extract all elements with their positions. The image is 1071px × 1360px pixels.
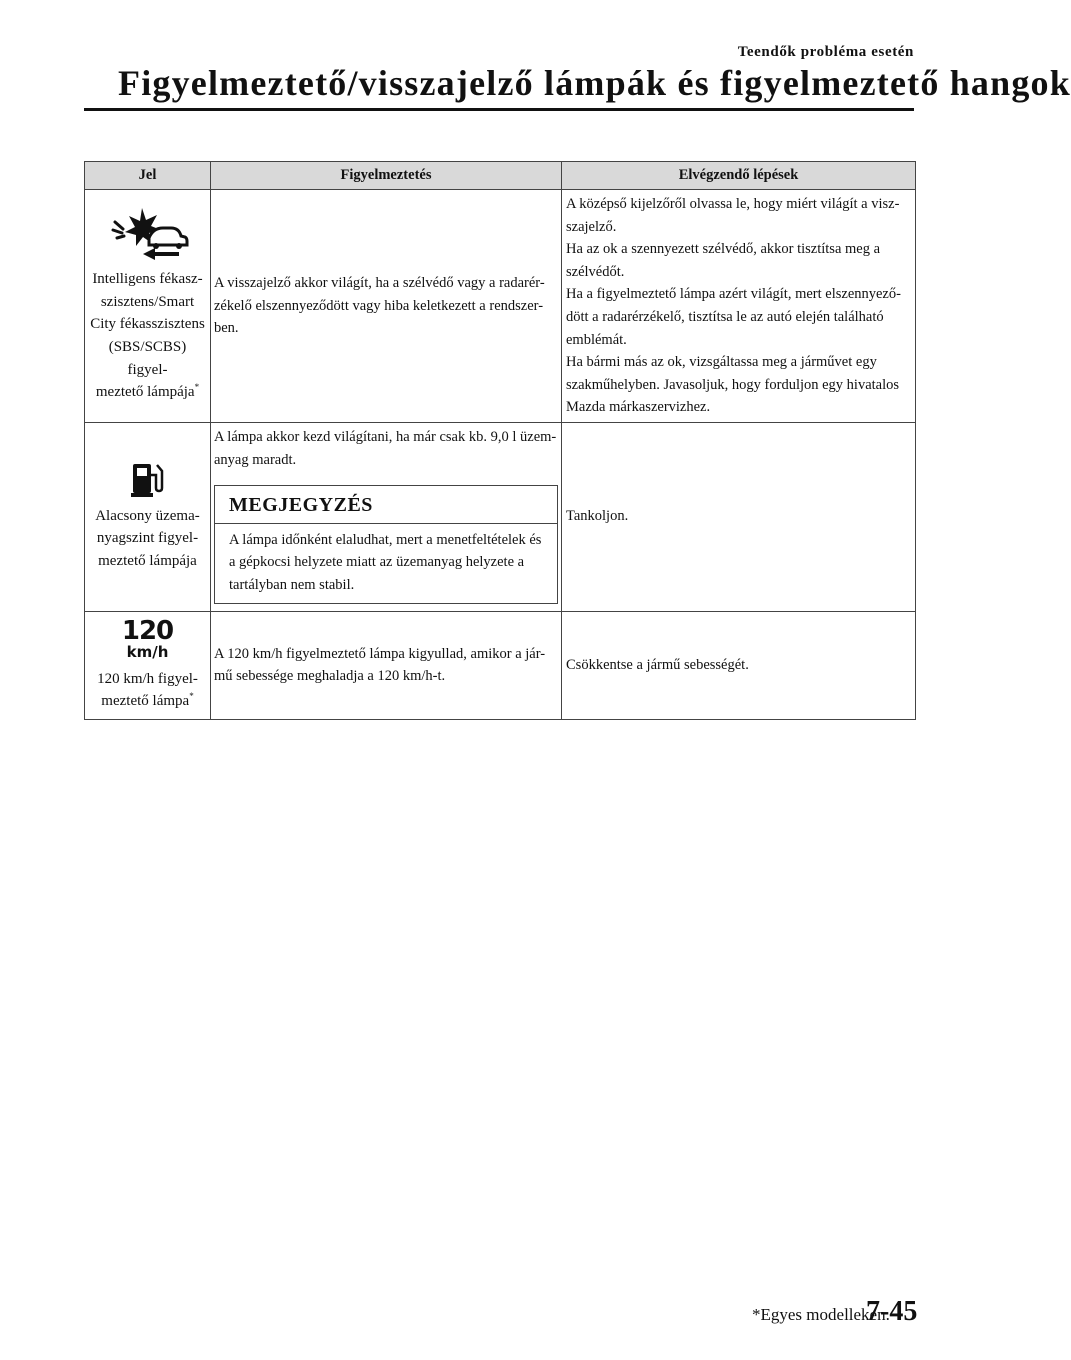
- symbol-label: Alacsony üzema- nyagszint figyel- meztető lámpája: [95, 507, 200, 570]
- warning-cell: [211, 611, 562, 719]
- action-text: Ha bármi más az ok, vizsgáltassa meg a járművet egy szakműhelyben. Javasoljuk, hogy forduljon egy hivatalos Mazda márkaszervizhez.: [566, 354, 900, 416]
- action-cell: [562, 611, 916, 719]
- warning-text: A visszajelző akkor világít, ha a szélvédő vagy a radarér-zékelő elszennyeződött vagy hiba keletkezett a rendszer-ben.: [214, 275, 545, 337]
- section-label: Teendők probléma esetén: [737, 44, 914, 60]
- title-rule: [84, 108, 914, 111]
- table-header-row: [85, 162, 916, 190]
- warning-text: A lámpa akkor kezd világítani, ha már csak kb. 9,0 l üzem-anyag maradt.: [214, 428, 557, 468]
- warning-lamp-table: [84, 161, 916, 720]
- table-row: [85, 190, 916, 423]
- sbs-brake-warning-icon: [109, 208, 187, 260]
- action-text: Ha a figyelmeztető lámpa azért világít, mert elszennyező-dött a radarérzékelő, tisztítsa le az autó elején található emblémát.: [566, 286, 901, 348]
- footnote-mark: *: [194, 382, 200, 393]
- speed-unit: km/h: [126, 642, 169, 661]
- action-cell: [562, 422, 916, 611]
- note-text: A lámpa időnként elaludhat, mert a menetfeltételek és a gépkocsi helyzete miatt az üzemanyag helyzete a tartályban nem stabil.: [229, 531, 542, 593]
- speed-value: 120: [121, 615, 174, 646]
- action-text: Csökkentse a jármű sebességét.: [566, 656, 749, 673]
- symbol-label: 120 km/h figyel- meztető lámpa*: [97, 670, 198, 710]
- page-number: 7-45: [866, 1296, 918, 1327]
- note-box: [214, 485, 558, 603]
- warning-cell: [211, 190, 562, 423]
- warning-cell: [211, 422, 562, 611]
- column-header-actions: Elvégzendő lépések: [562, 162, 916, 190]
- symbol-cell: [85, 422, 211, 611]
- warning-text: A 120 km/h figyelmeztető lámpa kigyullad, amikor a jár-mű sebessége meghaladja a 120 km/h-t.: [214, 645, 546, 685]
- column-header-symbol: Jel: [85, 162, 211, 190]
- table-row: [85, 422, 916, 611]
- fuel-pump-icon: [131, 461, 165, 497]
- footnote: *Egyes modelleken.: [752, 1305, 890, 1324]
- note-title: MEGJEGYZÉS: [215, 486, 557, 524]
- action-cell: [562, 190, 916, 423]
- footnote-mark: *: [189, 691, 194, 702]
- speed-120-icon: [87, 615, 208, 661]
- symbol-cell: [85, 190, 211, 423]
- column-header-warning: Figyelmeztetés: [211, 162, 562, 190]
- action-text: A középső kijelzőről olvassa le, hogy miért világít a visz-szajelző.: [566, 196, 900, 235]
- symbol-label: Intelligens fékasz- szisztens/Smart City fékasszisztens (SBS/SCBS) figyel- meztető lámpája*: [90, 271, 205, 401]
- table-row: [85, 611, 916, 719]
- page-title: Figyelmeztető/visszajelző lámpák és figyelmeztető hangok: [118, 63, 1071, 103]
- action-text: Ha az ok a szennyezett szélvédő, akkor tisztítsa meg a szélvédőt.: [566, 241, 881, 280]
- symbol-cell: [85, 611, 211, 719]
- action-text: Tankoljon.: [566, 508, 629, 525]
